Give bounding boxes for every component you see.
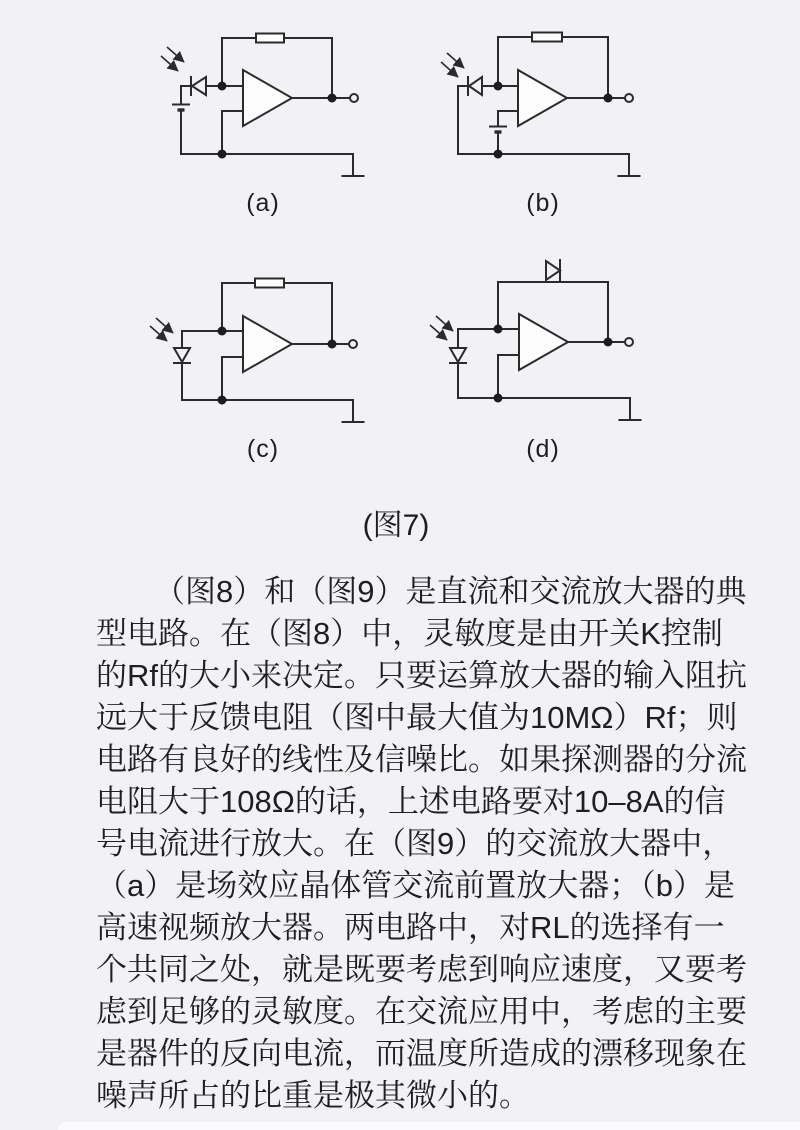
light-arrows-icon — [441, 53, 464, 77]
feedback-resistor — [256, 34, 284, 43]
paragraph-line: 个共同之处，就是既要考虑到响应速度，又要考 — [96, 952, 747, 987]
feedback-resistor — [255, 279, 284, 288]
node-dot — [218, 327, 227, 336]
node-dot — [328, 94, 337, 103]
op-amp-icon — [518, 70, 567, 126]
photodiode-icon — [181, 77, 243, 104]
noninverting-input-wire — [498, 355, 519, 398]
feedback-diode-icon — [546, 260, 560, 280]
paragraph-line: 高速视频放大器。两电路中，对RL的选择有一 — [96, 910, 725, 945]
node-dot — [494, 82, 503, 91]
subfigure-label-d: (d) — [526, 435, 560, 463]
output-terminal — [625, 338, 633, 346]
subfigure-label-c: (c) — [246, 435, 280, 463]
noninverting-input-wire — [222, 357, 243, 400]
paragraph-line: 电阻大于108Ω的话，上述电路要对10–8A的信 — [96, 784, 726, 819]
circuit-d — [430, 260, 641, 420]
ground-icon — [343, 154, 364, 176]
ground-icon — [343, 400, 364, 422]
photodiode-icon — [458, 77, 518, 154]
node-dot — [328, 340, 337, 349]
figure-caption: (图7) — [362, 509, 430, 542]
paragraph-line: 是器件的反向电流，而温度所造成的漂移现象在 — [96, 1036, 747, 1071]
ground-icon — [619, 154, 640, 176]
paragraph-line: 型电路。在（图8）中，灵敏度是由开关K控制 — [96, 616, 723, 651]
subfigure-label-a: (a) — [246, 189, 280, 217]
node-dot — [494, 325, 503, 334]
op-amp-icon — [243, 70, 292, 126]
node-dot — [218, 396, 227, 405]
bias-battery-icon — [490, 111, 518, 154]
paragraph-line: （a）是场效应晶体管交流前置放大器；（b）是 — [96, 868, 735, 903]
subfigure-label-b: (b) — [526, 189, 560, 217]
circuit-a — [161, 34, 364, 177]
paragraph-line: 号电流进行放大。在（图9）的交流放大器中， — [96, 826, 734, 861]
op-amp-icon — [519, 314, 568, 370]
op-amp-icon — [243, 316, 292, 372]
paragraph-line: 远大于反馈电阻（图中最大值为10MΩ）Rf；则 — [96, 700, 738, 735]
noninverting-input-wire — [222, 111, 243, 154]
feedback-resistor — [532, 33, 562, 42]
ground-icon — [620, 398, 641, 420]
photodiode-icon — [174, 331, 243, 400]
figure7-diagram — [0, 0, 800, 560]
circuit-b — [441, 33, 640, 177]
node-dot — [604, 338, 613, 347]
photodiode-icon — [450, 329, 519, 398]
output-terminal — [350, 94, 358, 102]
output-terminal — [349, 340, 357, 348]
node-dot — [218, 82, 227, 91]
bottom-sheet-edge — [58, 1122, 800, 1130]
paragraph-line: 电路有良好的线性及信噪比。如果探测器的分流 — [96, 742, 747, 777]
bias-battery-icon — [173, 105, 189, 155]
paragraph-line: 噪声所占的比重是极其微小的。 — [96, 1078, 530, 1113]
node-dot — [494, 150, 503, 159]
circuit-c — [150, 279, 364, 423]
paragraph-line: 的Rf的大小来决定。只要运算放大器的输入阻抗 — [96, 658, 747, 693]
node-dot — [218, 150, 227, 159]
paragraph-line: （图8）和（图9）是直流和交流放大器的典 — [154, 574, 747, 609]
paragraph-line: 虑到足够的灵敏度。在交流应用中，考虑的主要 — [96, 994, 747, 1029]
output-terminal — [625, 94, 633, 102]
light-arrows-icon — [161, 47, 184, 71]
node-dot — [494, 394, 503, 403]
light-arrows-icon — [430, 316, 453, 340]
body-paragraph — [96, 571, 756, 1117]
node-dot — [604, 94, 613, 103]
light-arrows-icon — [150, 318, 173, 341]
